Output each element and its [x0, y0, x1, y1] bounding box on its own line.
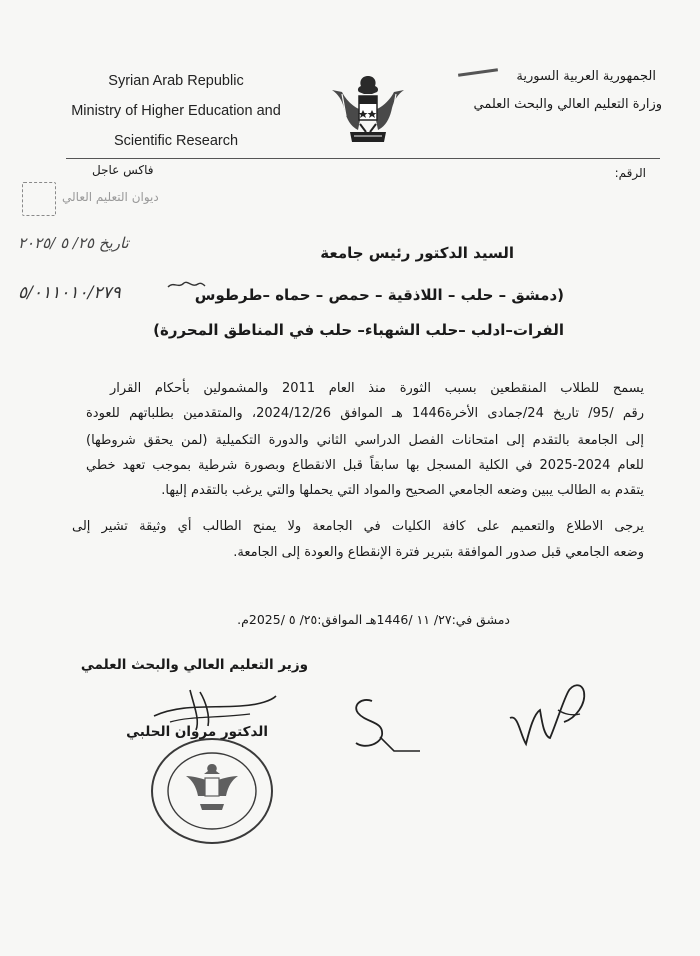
header-ar-line1: الجمهورية العربية السورية — [516, 69, 656, 84]
addressee-line1: السيد الدكتور رئيس جامعة — [320, 244, 514, 262]
header-en — [56, 66, 296, 156]
header-en-line3: Scientific Research — [113, 133, 239, 149]
body-p2-line2: وضعه الجامعي قبل صدور الموافقة بتبرير فترة الإنقطاع والعودة إلى الجامعة. — [233, 545, 644, 560]
state-emblem — [328, 70, 408, 154]
fax-label: فاكس عاجل — [92, 163, 154, 177]
minister-name: الدكتور مروان الحلبي — [126, 724, 268, 740]
official-seal — [148, 736, 276, 846]
body-p1-line1: يسمح للطلاب المنقطعين بسبب الثورة منذ العام 2011 والمشمولين بأحكام القرار — [110, 381, 644, 396]
handwritten-date: تاريخ ٢٥/ ٥ /٢٠٢٥ — [18, 234, 129, 252]
header-en-line1: Syrian Arab Republic — [108, 73, 244, 89]
ref-number-label: الرقم: — [614, 166, 646, 180]
stamp-box-icon — [22, 182, 56, 216]
body-p2-line1: يرجى الاطلاع والتعميم على كافة الكليات في الجامعة ولا يمنح الطالب أي وثيقة تشير إلى — [72, 519, 644, 534]
stamp-text: ديوان التعليم العالي — [62, 190, 159, 204]
header-ar — [422, 62, 662, 118]
registry-stamp — [22, 182, 212, 216]
body-p1-line4: للعام 2024-2025 في الكلية المسجل بها سابقاً قبل الانقطاع وبصورة شرطية بموجب تعهد خطي — [86, 458, 644, 473]
eagle-emblem-icon — [328, 70, 408, 154]
initial-signature-2 — [506, 674, 590, 754]
date-line: دمشق في:٢٧/ ١١ /1446هـ الموافق:٢٥/ ٥ /2025م. — [237, 612, 510, 627]
addressee-line2: (دمشق – حلب – اللاذقية – حمص – حماه –طرطوس — [194, 286, 564, 304]
signature-icon — [506, 674, 590, 754]
body-p1-line2: رقم /95/ تاريخ 24/جمادى الأخرة1446 هـ الموافق 2024/12/26، والمتقدمين بطلباتهم للعودة — [86, 406, 645, 421]
body-p1-line5: يتقدم به الطالب يبين وضعه الجامعي الصحيح والمواد التي يحملها والتي يرغب بالتقدم إليها. — [161, 483, 644, 498]
header-en-line2: Ministry of Higher Education and — [71, 103, 281, 119]
header-divider — [66, 158, 660, 159]
signature-icon — [344, 693, 424, 757]
ministry-seal-icon — [148, 736, 276, 846]
body-p1-line3: إلى الجامعة بالتقدم إلى امتحانات الفصل الدراسي الثاني والدورة التكميلية (لمن يحقق شروطها) — [86, 433, 644, 448]
initial-signature-1 — [344, 693, 424, 757]
addressee-line3: الفرات–ادلب –حلب الشهباء– حلب في المناطق المحررة) — [153, 321, 564, 339]
header-ar-line2: وزارة التعليم العالي والبحث العلمي — [473, 97, 662, 112]
handwritten-ref: ٥/٠١١٠١٠/٢٧٩ — [18, 283, 121, 303]
minister-title: وزير التعليم العالي والبحث العلمي — [80, 657, 308, 673]
